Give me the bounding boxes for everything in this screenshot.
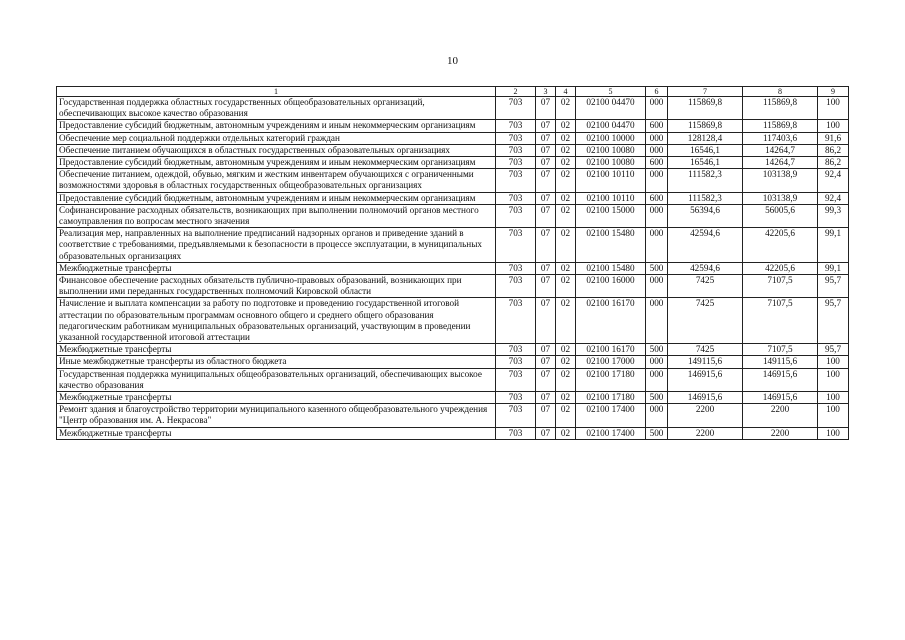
ministry-code: 703	[496, 120, 536, 132]
expense-name: Государственная поддержка областных государственных общеобразовательных организаций, обеспечивающих высокое качество образования	[57, 97, 496, 120]
table-row	[57, 192, 849, 204]
expense-name: Реализация мер, направленных на выполнение предписаний надзорных органов и приведение зданий в соответствие с требованиями, предъявляемыми к безопасности в процессе эксплуатации, в муниципальных образовательных организациях	[57, 228, 496, 263]
section-code: 07	[536, 228, 556, 263]
table-row	[57, 157, 849, 169]
execution-percent: 100	[818, 392, 849, 404]
expense-name: Софинансирование расходных обязательств, возникающих при выполнении полномочий органов местного самоуправления по вопросам местного значения	[57, 204, 496, 227]
target-article-code: 02100 04470	[576, 120, 646, 132]
table-row	[57, 427, 849, 439]
expense-name: Финансовое обеспечение расходных обязательств публично-правовых образований, возникающих при выполнении ими переданных государственных полномочий Кировской области	[57, 275, 496, 298]
subsection-code: 02	[556, 427, 576, 439]
section-code: 07	[536, 144, 556, 156]
ministry-code: 703	[496, 298, 536, 344]
section-code: 07	[536, 169, 556, 192]
executed-amount: 115869,8	[743, 120, 818, 132]
execution-percent: 100	[818, 427, 849, 439]
ministry-code: 703	[496, 404, 536, 427]
target-article-code: 02100 17400	[576, 404, 646, 427]
column-header: 9	[818, 87, 849, 97]
ministry-code: 703	[496, 157, 536, 169]
execution-percent: 100	[818, 97, 849, 120]
planned-amount: 16546,1	[668, 144, 743, 156]
table-row	[57, 275, 849, 298]
target-article-code: 02100 10080	[576, 144, 646, 156]
planned-amount: 146915,6	[668, 368, 743, 391]
expense-type-code: 500	[646, 427, 668, 439]
table-row	[57, 404, 849, 427]
expense-name: Иные межбюджетные трансферты из областного бюджета	[57, 356, 496, 368]
subsection-code: 02	[556, 275, 576, 298]
section-code: 07	[536, 132, 556, 144]
expense-name: Предоставление субсидий бюджетным, автономным учреждениям и иным некоммерческим организациям	[57, 157, 496, 169]
ministry-code: 703	[496, 356, 536, 368]
expense-name: Обеспечение питанием обучающихся в областных государственных образовательных организациях	[57, 144, 496, 156]
execution-percent: 92,4	[818, 169, 849, 192]
subsection-code: 02	[556, 368, 576, 391]
execution-percent: 100	[818, 404, 849, 427]
executed-amount: 56005,6	[743, 204, 818, 227]
target-article-code: 02100 10110	[576, 192, 646, 204]
budget-table	[56, 86, 849, 440]
target-article-code: 02100 17000	[576, 356, 646, 368]
expense-type-code: 500	[646, 344, 668, 356]
section-code: 07	[536, 275, 556, 298]
expense-type-code: 000	[646, 298, 668, 344]
ministry-code: 703	[496, 228, 536, 263]
table-row	[57, 132, 849, 144]
planned-amount: 2200	[668, 404, 743, 427]
section-code: 07	[536, 97, 556, 120]
expense-type-code: 000	[646, 356, 668, 368]
subsection-code: 02	[556, 192, 576, 204]
expense-type-code: 000	[646, 97, 668, 120]
expense-type-code: 000	[646, 132, 668, 144]
execution-percent: 99,3	[818, 204, 849, 227]
execution-percent: 100	[818, 120, 849, 132]
expense-type-code: 000	[646, 204, 668, 227]
executed-amount: 14264,7	[743, 157, 818, 169]
expense-name: Государственная поддержка муниципальных общеобразовательных организаций, обеспечивающих высокое качество образования	[57, 368, 496, 391]
section-code: 07	[536, 344, 556, 356]
target-article-code: 02100 15000	[576, 204, 646, 227]
executed-amount: 2200	[743, 404, 818, 427]
executed-amount: 103138,9	[743, 192, 818, 204]
subsection-code: 02	[556, 132, 576, 144]
subsection-code: 02	[556, 97, 576, 120]
table-row	[57, 368, 849, 391]
ministry-code: 703	[496, 144, 536, 156]
planned-amount: 115869,8	[668, 97, 743, 120]
column-header: 6	[646, 87, 668, 97]
expense-type-code: 000	[646, 404, 668, 427]
planned-amount: 149115,6	[668, 356, 743, 368]
table-row	[57, 120, 849, 132]
column-header: 2	[496, 87, 536, 97]
table-row	[57, 204, 849, 227]
target-article-code: 02100 04470	[576, 97, 646, 120]
expense-type-code: 500	[646, 392, 668, 404]
section-code: 07	[536, 404, 556, 427]
executed-amount: 146915,6	[743, 392, 818, 404]
table-row	[57, 344, 849, 356]
table-row	[57, 298, 849, 344]
execution-percent: 91,6	[818, 132, 849, 144]
executed-amount: 103138,9	[743, 169, 818, 192]
execution-percent: 95,7	[818, 298, 849, 344]
executed-amount: 117403,6	[743, 132, 818, 144]
table-row	[57, 228, 849, 263]
planned-amount: 111582,3	[668, 192, 743, 204]
planned-amount: 115869,8	[668, 120, 743, 132]
execution-percent: 86,2	[818, 144, 849, 156]
section-code: 07	[536, 368, 556, 391]
expense-name: Обеспечение питанием, одеждой, обувью, мягким и жестким инвентарем обучающихся с ограниченными возможностями здоровья в областных государственных общеобразовательных организациях	[57, 169, 496, 192]
target-article-code: 02100 15480	[576, 262, 646, 274]
section-code: 07	[536, 427, 556, 439]
execution-percent: 86,2	[818, 157, 849, 169]
planned-amount: 56394,6	[668, 204, 743, 227]
planned-amount: 111582,3	[668, 169, 743, 192]
section-code: 07	[536, 120, 556, 132]
planned-amount: 128128,4	[668, 132, 743, 144]
subsection-code: 02	[556, 298, 576, 344]
execution-percent: 99,1	[818, 228, 849, 263]
expense-name: Межбюджетные трансферты	[57, 392, 496, 404]
expense-type-code: 000	[646, 228, 668, 263]
executed-amount: 7107,5	[743, 275, 818, 298]
table-row	[57, 392, 849, 404]
expense-type-code: 600	[646, 157, 668, 169]
subsection-code: 02	[556, 120, 576, 132]
column-header: 7	[668, 87, 743, 97]
execution-percent: 95,7	[818, 344, 849, 356]
expense-name: Предоставление субсидий бюджетным, автономным учреждениям и иным некоммерческим организациям	[57, 120, 496, 132]
subsection-code: 02	[556, 344, 576, 356]
planned-amount: 7425	[668, 298, 743, 344]
ministry-code: 703	[496, 392, 536, 404]
column-header: 5	[576, 87, 646, 97]
target-article-code: 02100 16170	[576, 298, 646, 344]
expense-type-code: 000	[646, 169, 668, 192]
executed-amount: 42205,6	[743, 228, 818, 263]
ministry-code: 703	[496, 192, 536, 204]
subsection-code: 02	[556, 144, 576, 156]
executed-amount: 7107,5	[743, 344, 818, 356]
planned-amount: 7425	[668, 275, 743, 298]
column-header: 8	[743, 87, 818, 97]
expense-type-code: 000	[646, 275, 668, 298]
table-row	[57, 356, 849, 368]
ministry-code: 703	[496, 262, 536, 274]
planned-amount: 146915,6	[668, 392, 743, 404]
execution-percent: 100	[818, 356, 849, 368]
expense-name: Предоставление субсидий бюджетным, автономным учреждениям и иным некоммерческим организациям	[57, 192, 496, 204]
target-article-code: 02100 15480	[576, 228, 646, 263]
table-row	[57, 97, 849, 120]
executed-amount: 115869,8	[743, 97, 818, 120]
target-article-code: 02100 10000	[576, 132, 646, 144]
column-header: 3	[536, 87, 556, 97]
target-article-code: 02100 16170	[576, 344, 646, 356]
subsection-code: 02	[556, 169, 576, 192]
ministry-code: 703	[496, 275, 536, 298]
section-code: 07	[536, 204, 556, 227]
executed-amount: 149115,6	[743, 356, 818, 368]
target-article-code: 02100 10080	[576, 157, 646, 169]
column-header: 1	[57, 87, 496, 97]
column-header: 4	[556, 87, 576, 97]
expense-type-code: 600	[646, 192, 668, 204]
ministry-code: 703	[496, 169, 536, 192]
section-code: 07	[536, 157, 556, 169]
ministry-code: 703	[496, 132, 536, 144]
column-number-row	[57, 87, 849, 97]
planned-amount: 16546,1	[668, 157, 743, 169]
executed-amount: 7107,5	[743, 298, 818, 344]
planned-amount: 42594,6	[668, 228, 743, 263]
table-row	[57, 262, 849, 274]
target-article-code: 02100 10110	[576, 169, 646, 192]
execution-percent: 92,4	[818, 192, 849, 204]
expense-name: Начисление и выплата компенсации за работу по подготовке и проведению государственной итоговой аттестации по образовательным программам основного общего и среднего общего образования педагогическим работникам муниципальных образовательных организаций, участвующим в проведении указанной государственной итоговой аттестации	[57, 298, 496, 344]
subsection-code: 02	[556, 392, 576, 404]
planned-amount: 7425	[668, 344, 743, 356]
section-code: 07	[536, 356, 556, 368]
expense-name: Ремонт здания и благоустройство территории муниципального казенного общеобразовательного учреждения "Центр образования им. А. Некрасова"	[57, 404, 496, 427]
target-article-code: 02100 17400	[576, 427, 646, 439]
executed-amount: 14264,7	[743, 144, 818, 156]
expense-name: Межбюджетные трансферты	[57, 262, 496, 274]
expense-name: Межбюджетные трансферты	[57, 427, 496, 439]
ministry-code: 703	[496, 344, 536, 356]
subsection-code: 02	[556, 262, 576, 274]
ministry-code: 703	[496, 427, 536, 439]
executed-amount: 42205,6	[743, 262, 818, 274]
expense-type-code: 600	[646, 120, 668, 132]
planned-amount: 42594,6	[668, 262, 743, 274]
expense-name: Межбюджетные трансферты	[57, 344, 496, 356]
expense-type-code: 000	[646, 144, 668, 156]
section-code: 07	[536, 392, 556, 404]
executed-amount: 146915,6	[743, 368, 818, 391]
expense-name: Обеспечение мер социальной поддержки отдельных категорий граждан	[57, 132, 496, 144]
page-number: 10	[447, 55, 458, 67]
planned-amount: 2200	[668, 427, 743, 439]
subsection-code: 02	[556, 204, 576, 227]
target-article-code: 02100 17180	[576, 392, 646, 404]
subsection-code: 02	[556, 404, 576, 427]
ministry-code: 703	[496, 97, 536, 120]
subsection-code: 02	[556, 228, 576, 263]
ministry-code: 703	[496, 204, 536, 227]
ministry-code: 703	[496, 368, 536, 391]
expense-type-code: 000	[646, 368, 668, 391]
subsection-code: 02	[556, 157, 576, 169]
executed-amount: 2200	[743, 427, 818, 439]
subsection-code: 02	[556, 356, 576, 368]
execution-percent: 100	[818, 368, 849, 391]
table-row	[57, 169, 849, 192]
target-article-code: 02100 17180	[576, 368, 646, 391]
expense-type-code: 500	[646, 262, 668, 274]
execution-percent: 99,1	[818, 262, 849, 274]
section-code: 07	[536, 262, 556, 274]
section-code: 07	[536, 298, 556, 344]
table-row	[57, 144, 849, 156]
target-article-code: 02100 16000	[576, 275, 646, 298]
section-code: 07	[536, 192, 556, 204]
execution-percent: 95,7	[818, 275, 849, 298]
